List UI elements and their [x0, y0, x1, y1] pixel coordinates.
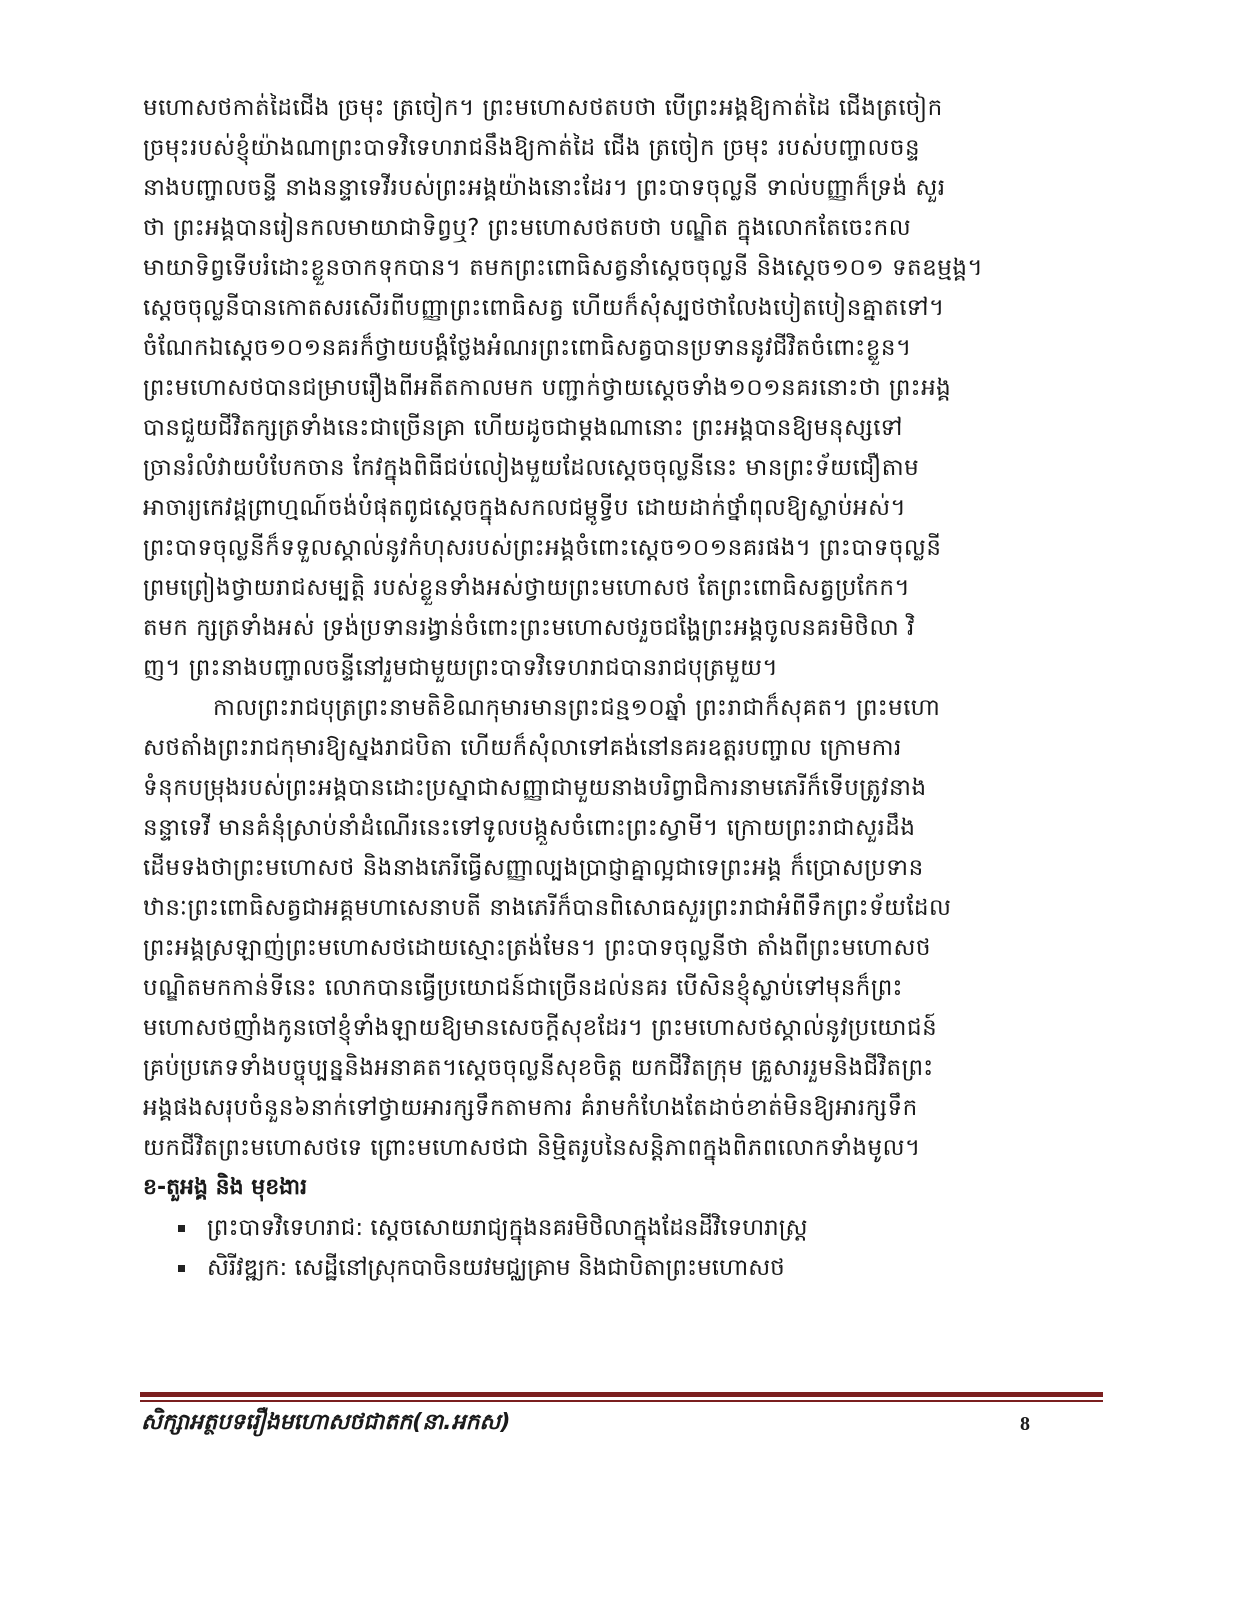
text-line: បណ្ឌិតមកកាន់ទីនេះ លោកបានធ្វើប្រយោជន៍ជាច្រើនដល់នគរ បើសិនខ្ញុំស្លាប់ទៅមុនក៏ព្រះ — [143, 975, 903, 1001]
text-line: មហោសថកាត់ដៃជើង ច្រមុះ ត្រចៀក។ ព្រះមហោសថតបថា បើព្រះអង្គឱ្យកាត់ដៃ ជើងត្រចៀក — [143, 95, 943, 121]
text-line: ច្រមុះរបស់ខ្ញុំយ៉ាងណាព្រះបាទវិទេហរាជនឹងឱ្យកាត់ដៃ ជើង ត្រចៀក ច្រមុះ របស់បញ្ចាលចន្ទ — [143, 135, 921, 161]
text-line: ព្រះអង្គស្រឡាញ់ព្រះមហោសថដោយស្មោះត្រង់មែន។ ព្រះបាទចុល្លនីថា តាំងពីព្រះមហោសថ — [143, 935, 931, 961]
text-line: មហោសថញាំងកូនចៅខ្ញុំទាំងឡាយឱ្យមានសេចក្ដីសុខដែរ។ ព្រះមហោសថស្គាល់នូវប្រយោជន៍ — [143, 1015, 938, 1041]
footer-title: សិក្សាអត្ថបទរឿងមហោសថជាតក(នា.អកស) — [141, 1410, 511, 1435]
paragraph-2 — [143, 688, 1103, 1168]
text-line: ច្រានរំលំវាយបំបែកចាន កែវក្នុងពិធីជប់លៀងមួយដែលស្ដេចចុល្លនីនេះ មានព្រះទ័យជឿតាម — [143, 455, 920, 481]
footer-rule — [140, 1392, 1103, 1397]
text-line: អង្គផងសរុបចំនួន៦នាក់ទៅថ្វាយអារក្សទឹកតាមការ គំរាមកំហែងតែដាច់ខាត់មិនឱ្យអារក្សទឹក — [143, 1095, 918, 1121]
section-heading: ខ-តួអង្គ និង មុខងារ — [143, 1175, 308, 1200]
text-line: ព្រះមហោសថបានជម្រាបរឿងពីអតីតកាលមក បញ្ជាក់ថ្វាយស្ដេចទាំង១០១នគរនោះថា ព្រះអង្គ — [143, 375, 952, 401]
text-line: ដើមទងថាព្រះមហោសថ និងនាងភេរីធ្វើសញ្ញាល្បងប្រាជ្ញាគ្នាល្អជាទេព្រះអង្គ ក៏ប្រោសប្រទាន — [143, 855, 924, 881]
list-item — [143, 1208, 1103, 1248]
square-bullet-icon — [178, 1225, 185, 1232]
text-line: យកជីវិតព្រះមហោសថទេ ព្រោះមហោសថជា និម្មិតរូបនៃសន្តិភាពក្នុងពិភពលោកទាំងមូល។ — [143, 1135, 921, 1161]
text-line: សថតាំងព្រះរាជកុមារឱ្យស្នងរាជបិតា ហើយក៏សុំលាទៅគង់នៅនគរឧត្តរបញ្ចាល ក្រោមការ — [143, 735, 902, 761]
page-body — [143, 88, 1103, 1288]
text-line: ញ។ ព្រះនាងបញ្ចាលចន្ទីនៅរួមជាមួយព្រះបាទវិទេហរាជបានរាជបុត្រមួយ។ — [143, 655, 779, 681]
text-line: ចំណែកឯស្ដេច១០១នគរក៏ថ្វាយបង្គំថ្លែងអំណរព្រះពោធិសត្វបានប្រទាននូវជីវិតចំពោះខ្លួន។ — [143, 335, 912, 361]
list-item — [143, 1248, 1103, 1288]
text-line: អាចារ្យកេវដ្តព្រាហ្មណ៍ចង់បំផុតពូជស្ដេចក្នុងសកលជម្ពូទ្វីប ដោយដាក់ថ្នាំពុលឱ្យស្លាប់អស់។ — [143, 495, 907, 521]
text-line: ឋានៈព្រះពោធិសត្វជាអគ្គមហាសេនាបតី នាងភេរីក៏បានពិសោធសួរព្រះរាជាអំពីទឹកព្រះទ័យដែល — [143, 895, 952, 921]
text-line: តមក ក្សត្រទាំងអស់ ទ្រង់ប្រទានរង្វាន់ចំពោះព្រះមហោសថរួចជង្ហែព្រះអង្គចូលនគរមិថិលា វិ — [143, 615, 915, 641]
text-line: ព្រះបាទចុល្លនីក៏ទទួលស្គាល់នូវកំហុសរបស់ព្រះអង្គចំពោះស្ដេច១០១នគរផង។ ព្រះបាទចុល្លនី — [143, 535, 942, 561]
paragraph-1 — [143, 88, 1103, 688]
text-line: បានជួយជីវិតក្សត្រទាំងនេះជាច្រើនគ្រា ហើយដូចជាម្ដងណានោះ ព្រះអង្គបានឱ្យមនុស្សទៅ — [143, 415, 903, 441]
text-line: ស្ដេចចុល្លនីបានកោតសរសើរពីបញ្ញាព្រះពោធិសត្វ ហើយក៏សុំស្បថថាលែងបៀតបៀនគ្នាតទៅ។ — [143, 295, 945, 321]
list-item-text: ព្រះបាទវិទេហរាជ: ស្ដេចសោយរាជ្យក្នុងនគរមិថិលាក្នុងដែនដីវិទេហរាស្ត្រ — [207, 1215, 808, 1241]
text-line: ថា ព្រះអង្គបានរៀនកលមាយាជាទិព្វឬ? ព្រះមហោសថតបថា បណ្ឌិត ក្នុងលោកតែចេះកល — [143, 215, 912, 241]
text-line: នន្ទាទេវី មានគំនុំស្រាប់នាំដំណើរនេះទៅទូលបង្កួសចំពោះព្រះស្វាមី។ ក្រោយព្រះរាជាសួរដឹង — [143, 815, 916, 841]
page-number: 8 — [1020, 1413, 1030, 1435]
text-line: នាងបញ្ចាលចន្ទី នាងនន្ទាទេវីរបស់ព្រះអង្គយ៉ាងនោះដែរ។ ព្រះបាទចុល្លនី ទាល់បញ្ញាក៏ទ្រង់ សួរ — [143, 175, 946, 201]
text-line: ព្រមព្រៀងថ្វាយរាជសម្បត្តិ របស់ខ្លួនទាំងអស់ថ្វាយព្រះមហោសថ តែព្រះពោធិសត្វប្រកែក។ — [143, 575, 911, 601]
text-line: ទំនុកបម្រុងរបស់ព្រះអង្គបានដោះប្រស្នាជាសញ្ញាជាមួយនាងបរិព្វាជិការនាមភេរីក៏ទើបត្រូវនាង — [143, 775, 927, 801]
list-item-text: សិរីវឌ្ឍក: សេដ្ឋីនៅស្រុកបាចិនយវមជ្ឈគ្រាម និងជាបិតាព្រះមហោសថ — [207, 1255, 785, 1281]
bullet-list — [143, 1208, 1103, 1288]
footer-rule-thin — [140, 1400, 1103, 1402]
text-line: កាលព្រះរាជបុត្រព្រះនាមតិខិណកុមារមានព្រះជន្ម១០ឆ្នាំ ព្រះរាជាក៏សុគត។ ព្រះមហោ — [213, 695, 941, 721]
text-line: គ្រប់ប្រភេទទាំងបច្ចុប្បន្ននិងអនាគត។ស្ដេចចុល្លនីសុខចិត្ត យកជីវិតក្រុម គ្រួសាររួមនិងជីវិតព្រះ — [143, 1055, 934, 1081]
square-bullet-icon — [178, 1265, 185, 1272]
text-line: មាយាទិព្វទើបរំដោះខ្លួនចាកទុកបាន។ តមកព្រះពោធិសត្វនាំស្ដេចចុល្លនី និងស្ដេច១០១ ទតឧម្មង្គ។ — [143, 255, 984, 281]
